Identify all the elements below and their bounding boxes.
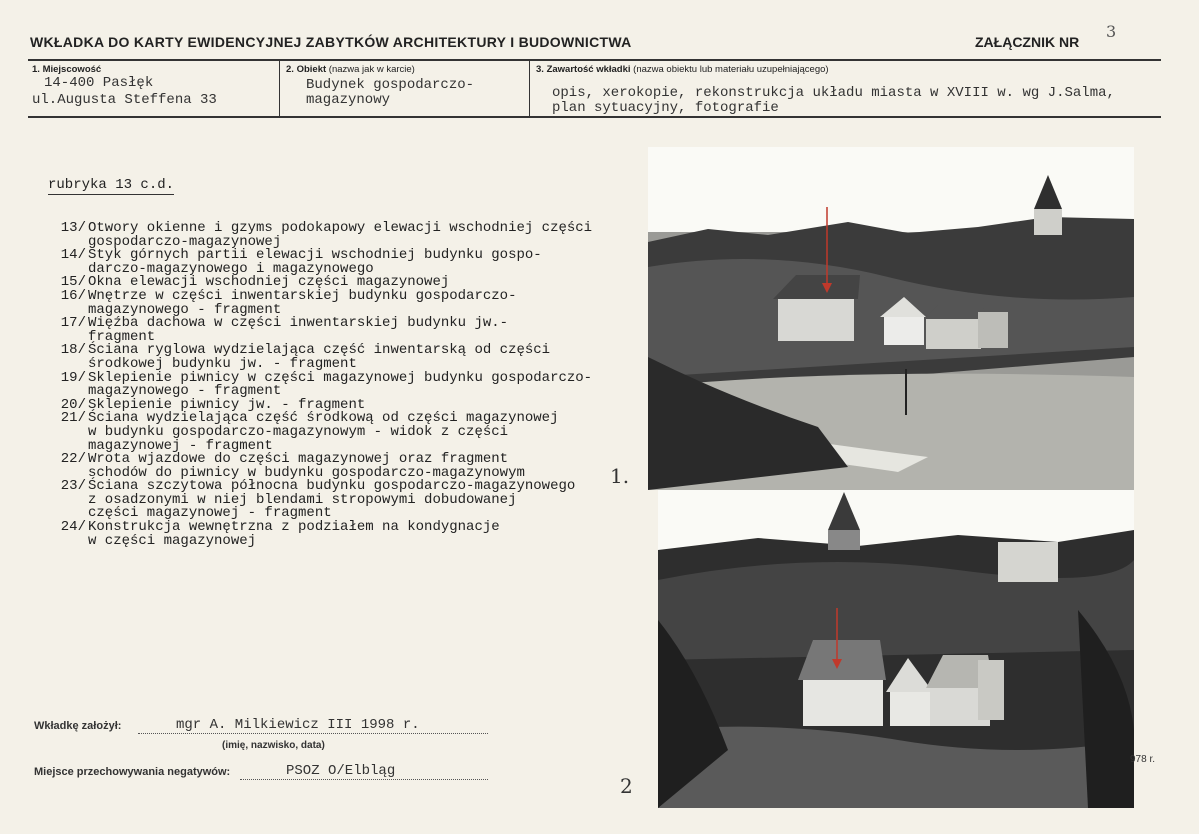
list-item-number: 19/ (60, 369, 86, 386)
list-item-number: 16/ (60, 287, 86, 304)
content-value (552, 86, 1115, 116)
content-label: 3. Zawartość wkładki (nazwa obiektu lub materiału uzupełniającego) (536, 64, 829, 75)
list-item-number: 21/ (60, 410, 86, 427)
list-item-text: Otwory okienne i gzyms podokapowy elewacji wschodniej części gospodarczo-magazynowej (88, 220, 593, 250)
list-item (48, 480, 618, 521)
list-item (48, 249, 618, 276)
object-value (306, 78, 474, 108)
list-item-text: Sklepienie piwnicy jw. - fragment (88, 396, 366, 413)
list-item-number: 23/ (60, 478, 86, 495)
locality-line-2: ul.Augusta Steffena 33 (32, 92, 217, 108)
photo-1-caption: 1. (610, 464, 630, 488)
list-item (48, 317, 618, 344)
annex-label: ZAŁĄCZNIK NR (975, 34, 1080, 50)
list-item-text: Ściana wydzielająca część środkową od części magazynowej w budynku gospodarczo-magazynowym - widok z części magazynowej - fragment (88, 410, 559, 454)
locality-label: 1. Miejscowość (32, 64, 102, 75)
storage-label: Miejsce przechowywania negatywów: (34, 766, 231, 778)
list-item-number: 24/ (60, 519, 86, 536)
object-line-1: Budynek gospodarczo- (306, 77, 475, 93)
header-divider-1 (279, 61, 280, 116)
locality-line-1: 14-400 Pasłęk (44, 75, 154, 91)
author-dotted-line (138, 733, 488, 734)
list-item-text: Okna elewacji wschodniej części magazynowej (88, 274, 450, 291)
list-item-number: 17/ (60, 315, 86, 332)
list-item-text: Konstrukcja wewnętrzna z podziałem na kondygnacje w części magazynowej (88, 519, 500, 549)
header-rule-top (28, 59, 1161, 61)
list-item-number: 18/ (60, 342, 86, 359)
photo-description-list (48, 222, 618, 548)
list-item-text: Wrota wjazdowe do części magazynowej oraz fragment schodów do piwnicy w budynku gospodarczo-magazynowym (88, 451, 525, 481)
object-label: 2. Obiekt (nazwa jak w karcie) (286, 64, 415, 75)
photo-1 (648, 147, 1134, 490)
list-item-text: Ściana szczytowa północna budynku gospodarczo-magazynowego z osadzonymi w niej blendami stropowymi dobudowanej części magazynowej - fragment (88, 478, 576, 522)
list-item-text: Ściana ryglowa wydzielająca część inwentarską od części środkowej budynku jw. - fragment (88, 342, 551, 372)
list-item-number: 22/ (60, 451, 86, 468)
header-rule-bottom (28, 116, 1161, 118)
list-item-number: 13/ (60, 220, 86, 236)
list-item-text: Styk górnych partii elewacji wschodniej budynku gospo- darczo-magazynowego i magazynowego (88, 247, 542, 277)
list-item (48, 287, 618, 318)
photo-2-caption: 2 (620, 774, 633, 798)
header-divider-2 (529, 61, 530, 116)
object-line-2: magazynowy (306, 92, 391, 108)
list-item (48, 521, 618, 548)
list-item (48, 412, 618, 453)
storage-dotted-line (240, 779, 488, 780)
list-item-text: Wnętrze w części inwentarskiej budynku gospodarczo- magazynowego - fragment (88, 287, 517, 318)
list-item-number: 20/ (60, 396, 86, 413)
annex-number: 3 (1106, 22, 1117, 41)
list-item-text: Więźba dachowa w części inwentarskiej budynku jw.- fragment (88, 315, 509, 345)
storage-value: PSOZ O/Elbląg (286, 763, 396, 779)
list-item (48, 369, 618, 400)
document-title: WKŁADKA DO KARTY EWIDENCYJNEJ ZABYTKÓW ARCHITEKTURY I BUDOWNICTWA (30, 34, 632, 50)
content-line-2: plan sytuacyjny, fotografie (552, 100, 779, 116)
photo-2 (658, 490, 1134, 808)
author-value: mgr A. Milkiewicz III 1998 r. (176, 717, 420, 733)
section-heading: rubryka 13 c.d. (48, 177, 175, 193)
content-line-1: opis, xerokopie, rekonstrukcja układu miasta w XVIII w. wg J.Salma, (552, 85, 1115, 101)
list-item-text: Sklepienie piwnicy w części magazynowej budynku gospodarczo- magazynowego - fragment (88, 369, 593, 400)
list-item-number: 15/ (60, 274, 86, 291)
author-hint: (imię, nazwisko, data) (222, 740, 325, 751)
list-item (48, 344, 618, 371)
locality-value (32, 75, 217, 108)
list-item (48, 453, 618, 480)
author-label: Wkładkę założył: (34, 720, 122, 732)
photo-year-note: 978 r. (1130, 754, 1156, 765)
list-item-number: 14/ (60, 247, 86, 264)
list-item (48, 222, 618, 249)
